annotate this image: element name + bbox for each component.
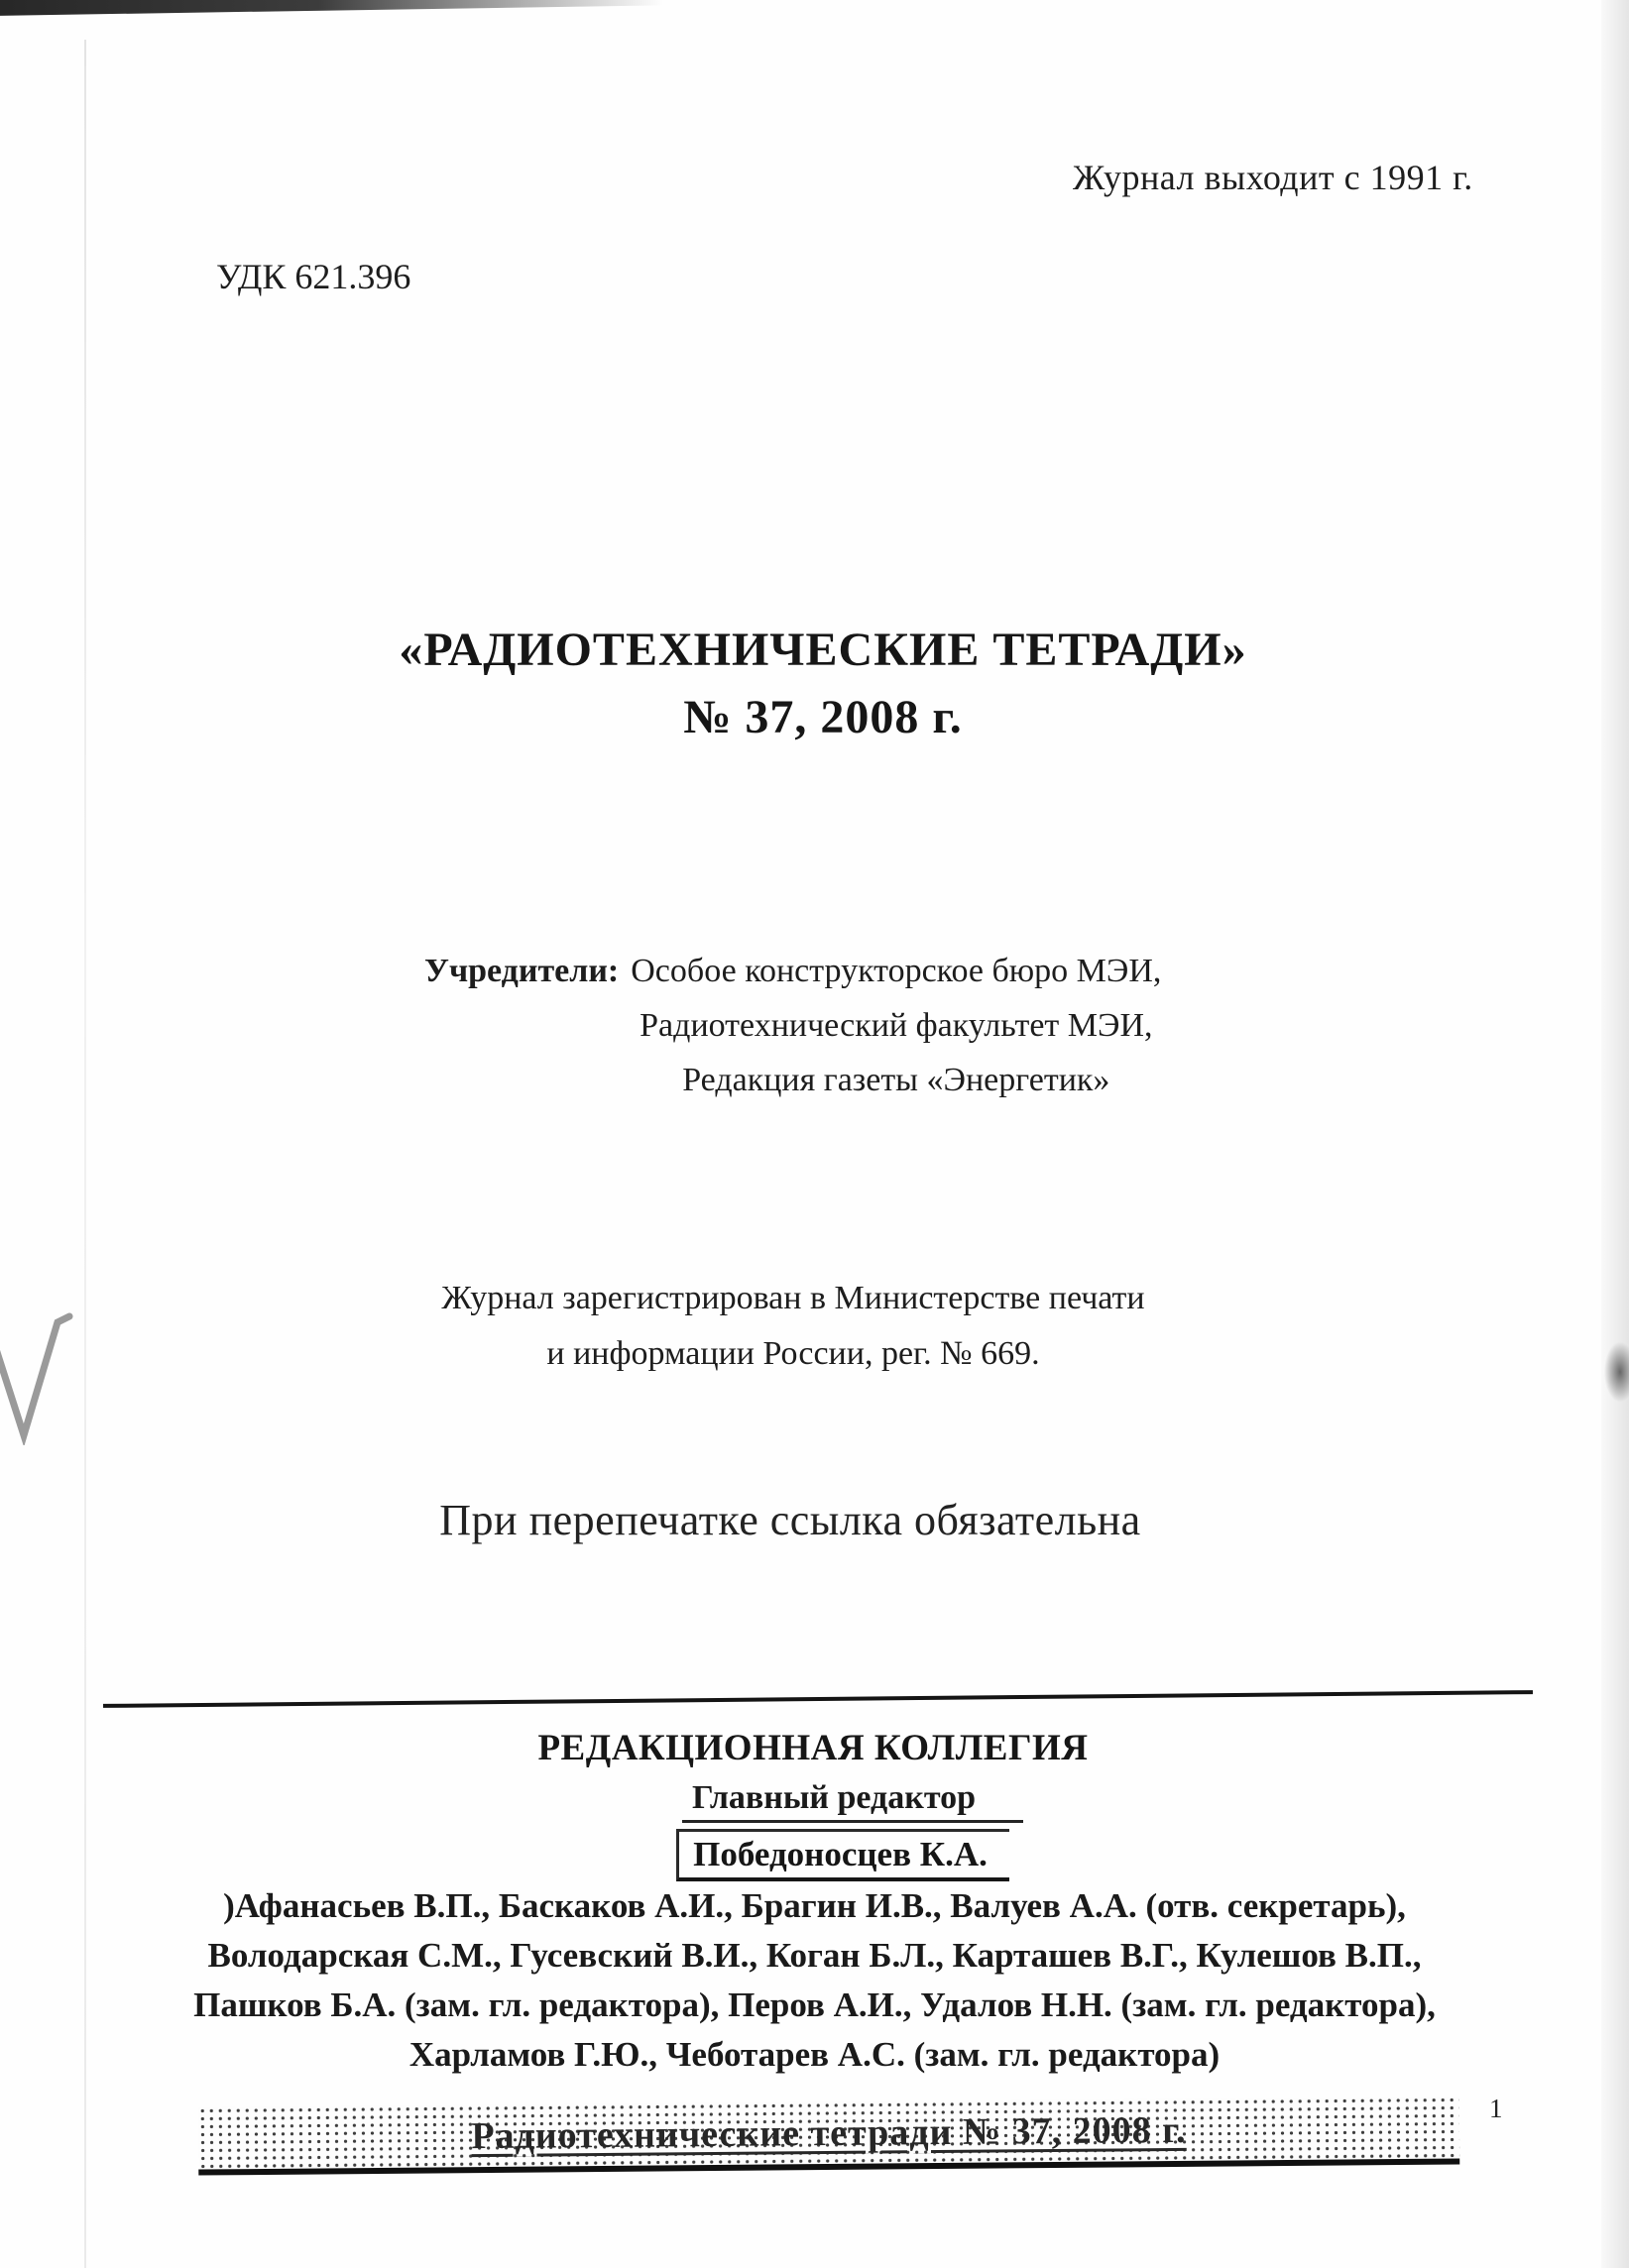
udc-code: УДК 621.396 <box>216 257 411 296</box>
founders-block <box>424 944 1161 1107</box>
editorial-members-line: Володарская С.М., Гусевский В.И., Коган Б.Л., Карташев В.Г., Кулешов В.П., <box>207 1936 1422 1975</box>
founders-item: Радиотехнический факультет МЭИ, <box>640 1007 1153 1044</box>
founders-label: Учредители: <box>424 953 620 989</box>
chief-editor-label: Главный редактор <box>682 1779 1023 1823</box>
footer-banner <box>198 2096 1460 2175</box>
section-divider-line <box>103 1690 1533 1708</box>
footer-banner-title: Радиотехнические тетради № 37, 2008 г. <box>471 2108 1187 2157</box>
editorial-members-line: Пашков Б.А. (зам. гл. редактора), Перов А.И., Удалов Н.Н. (зам. гл. редактора), <box>193 1985 1436 2024</box>
registration-note <box>0 1271 1586 1382</box>
page-number: 1 <box>1489 2094 1503 2123</box>
editorial-board-heading: РЕДАКЦИОННАЯ КОЛЛЕГИЯ <box>537 1728 1089 1768</box>
editorial-members-line: )Афанасьев В.П., Баскаков А.И., Брагин И.В., Валуев А.А. (отв. секретарь), <box>223 1886 1406 1925</box>
chief-editor-name: Победоносцев К.А. <box>676 1829 1009 1881</box>
scan-artifact-edge-blob <box>1603 1340 1629 1404</box>
founders-item: Редакция газеты «Энергетик» <box>682 1062 1110 1098</box>
founders-list <box>631 944 1161 1107</box>
founders-item: Особое конструкторское бюро МЭИ, <box>631 953 1162 989</box>
editorial-members <box>0 1881 1629 2080</box>
chief-editor-label-row <box>0 1779 1629 1823</box>
journal-title-line1: «РАДИОТЕХНИЧЕСКИЕ ТЕТРАДИ» <box>399 624 1247 676</box>
scan-artifact-top-bar <box>0 0 722 16</box>
reprint-notice: При перепечатке ссылка обязательна <box>439 1496 1141 1544</box>
chief-editor-name-row <box>0 1829 1629 1881</box>
editorial-members-line: Харламов Г.Ю., Чеботарев А.С. (зам. гл. редактора) <box>408 2035 1221 2074</box>
journal-title-line2: № 37, 2008 г. <box>683 691 963 743</box>
registration-line1: Журнал зарегистрирован в Министерстве печати <box>441 1280 1145 1316</box>
journal-title <box>0 617 1629 751</box>
registration-line2: и информации России, рег. № 669. <box>546 1335 1040 1372</box>
issued-since-note: Журнал выходит с 1991 г. <box>1073 158 1473 197</box>
